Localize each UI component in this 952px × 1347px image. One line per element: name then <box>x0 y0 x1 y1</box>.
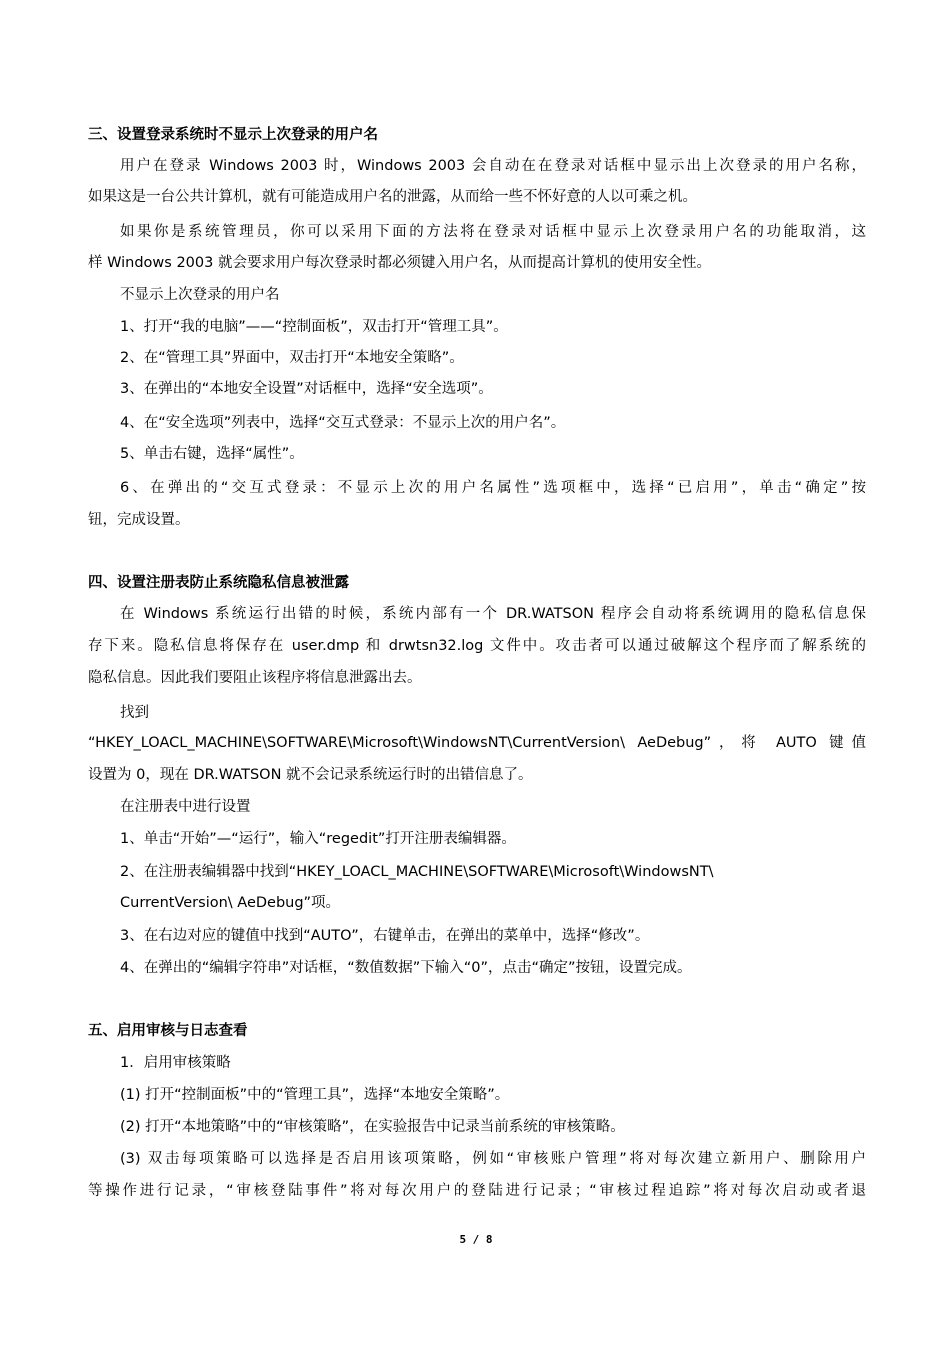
paragraph-line: 用户在登录 Windows 2003 时，Windows 2003 会自动在在登录对话框中显示出上次登录的用户名称， <box>120 158 866 174</box>
step-line: CurrentVersion\ AeDebug”项。 <box>120 895 341 911</box>
paragraph-line: 不显示上次登录的用户名 <box>120 287 280 303</box>
step-line: (1) 打开“控制面板”中的“管理工具”，选择“本地安全策略”。 <box>120 1087 510 1103</box>
step-line: (3) 双击每项策略可以选择是否启用该项策略，例如“审核账户管理”将对每次建立新用户、删除用户 <box>120 1151 866 1167</box>
step-line: (2) 打开“本地策略”中的“审核策略”，在实验报告中记录当前系统的审核策略。 <box>120 1119 625 1135</box>
paragraph-line: 如果你是系统管理员，你可以采用下面的方法将在登录对话框中显示上次登录用户名的功能取消，这 <box>120 224 866 240</box>
step-line: 6、在弹出的“交互式登录：不显示上次的用户名属性”选项框中，选择“已启用”，单击“确定”按 <box>120 480 866 496</box>
paragraph-line: 在 Windows 系统运行出错的时候，系统内部有一个 DR.WATSON 程序会自动将系统调用的隐私信息保 <box>120 606 866 622</box>
step-line: 4、在弹出的“编辑字符串”对话框，“数值数据”下输入“0”，点击“确定”按钮，设置完成。 <box>120 960 692 976</box>
step-line: 2、在注册表编辑器中找到“HKEY_LOACL_MACHINE\SOFTWARE\Microsoft\WindowsNT\ <box>120 864 714 880</box>
section-heading-3: 三、设置登录系统时不显示上次登录的用户名 <box>88 127 378 143</box>
paragraph-line: 1．启用审核策略 <box>120 1055 231 1071</box>
step-line: 钮，完成设置。 <box>88 512 190 528</box>
paragraph-line: 存下来。隐私信息将保存在 user.dmp 和 drwtsn32.log 文件中。攻击者可以通过破解这个程序而了解系统的 <box>88 638 866 654</box>
paragraph-line: 找到 <box>120 705 149 721</box>
step-line: 1、单击“开始”—“运行”，输入“regedit”打开注册表编辑器。 <box>120 831 516 847</box>
step-line: 4、在“安全选项”列表中，选择“交互式登录：不显示上次的用户名”。 <box>120 415 566 431</box>
paragraph-line: 样 Windows 2003 就会要求用户每次登录时都必须键入用户名，从而提高计算机的使用安全性。 <box>88 255 711 271</box>
step-line: 3、在弹出的“本地安全设置”对话框中，选择“安全选项”。 <box>120 381 493 397</box>
paragraph-line: 隐私信息。因此我们要阻止该程序将信息泄露出去。 <box>88 670 422 686</box>
page-number: 5 / 8 <box>459 1233 493 1246</box>
step-line: 3、在右边对应的键值中找到“AUTO”，右键单击，在弹出的菜单中，选择“修改”。 <box>120 928 650 944</box>
paragraph-line: 在注册表中进行设置 <box>120 799 251 815</box>
registry-path-line: “HKEY_LOACL_MACHINE\SOFTWARE\Microsoft\WindowsNT\CurrentVersion\ AeDebug”，将 AUTO 键值 <box>88 735 866 751</box>
step-line: 2、在“管理工具”界面中，双击打开“本地安全策略”。 <box>120 350 464 366</box>
section-heading-5: 五、启用审核与日志查看 <box>88 1023 248 1039</box>
step-line: 等操作进行记录，“审核登陆事件”将对每次用户的登陆进行记录；“审核过程追踪”将对每次启动或者退 <box>88 1183 866 1199</box>
paragraph-line: 设置为 0，现在 DR.WATSON 就不会记录系统运行时的出错信息了。 <box>88 767 533 783</box>
paragraph-line: 如果这是一台公共计算机，就有可能造成用户名的泄露，从而给一些不怀好意的人以可乘之机。 <box>88 189 697 205</box>
step-line: 1、打开“我的电脑”——“控制面板”，双击打开“管理工具”。 <box>120 319 508 335</box>
step-line: 5、单击右键，选择“属性”。 <box>120 446 304 462</box>
section-heading-4: 四、设置注册表防止系统隐私信息被泄露 <box>88 575 349 591</box>
